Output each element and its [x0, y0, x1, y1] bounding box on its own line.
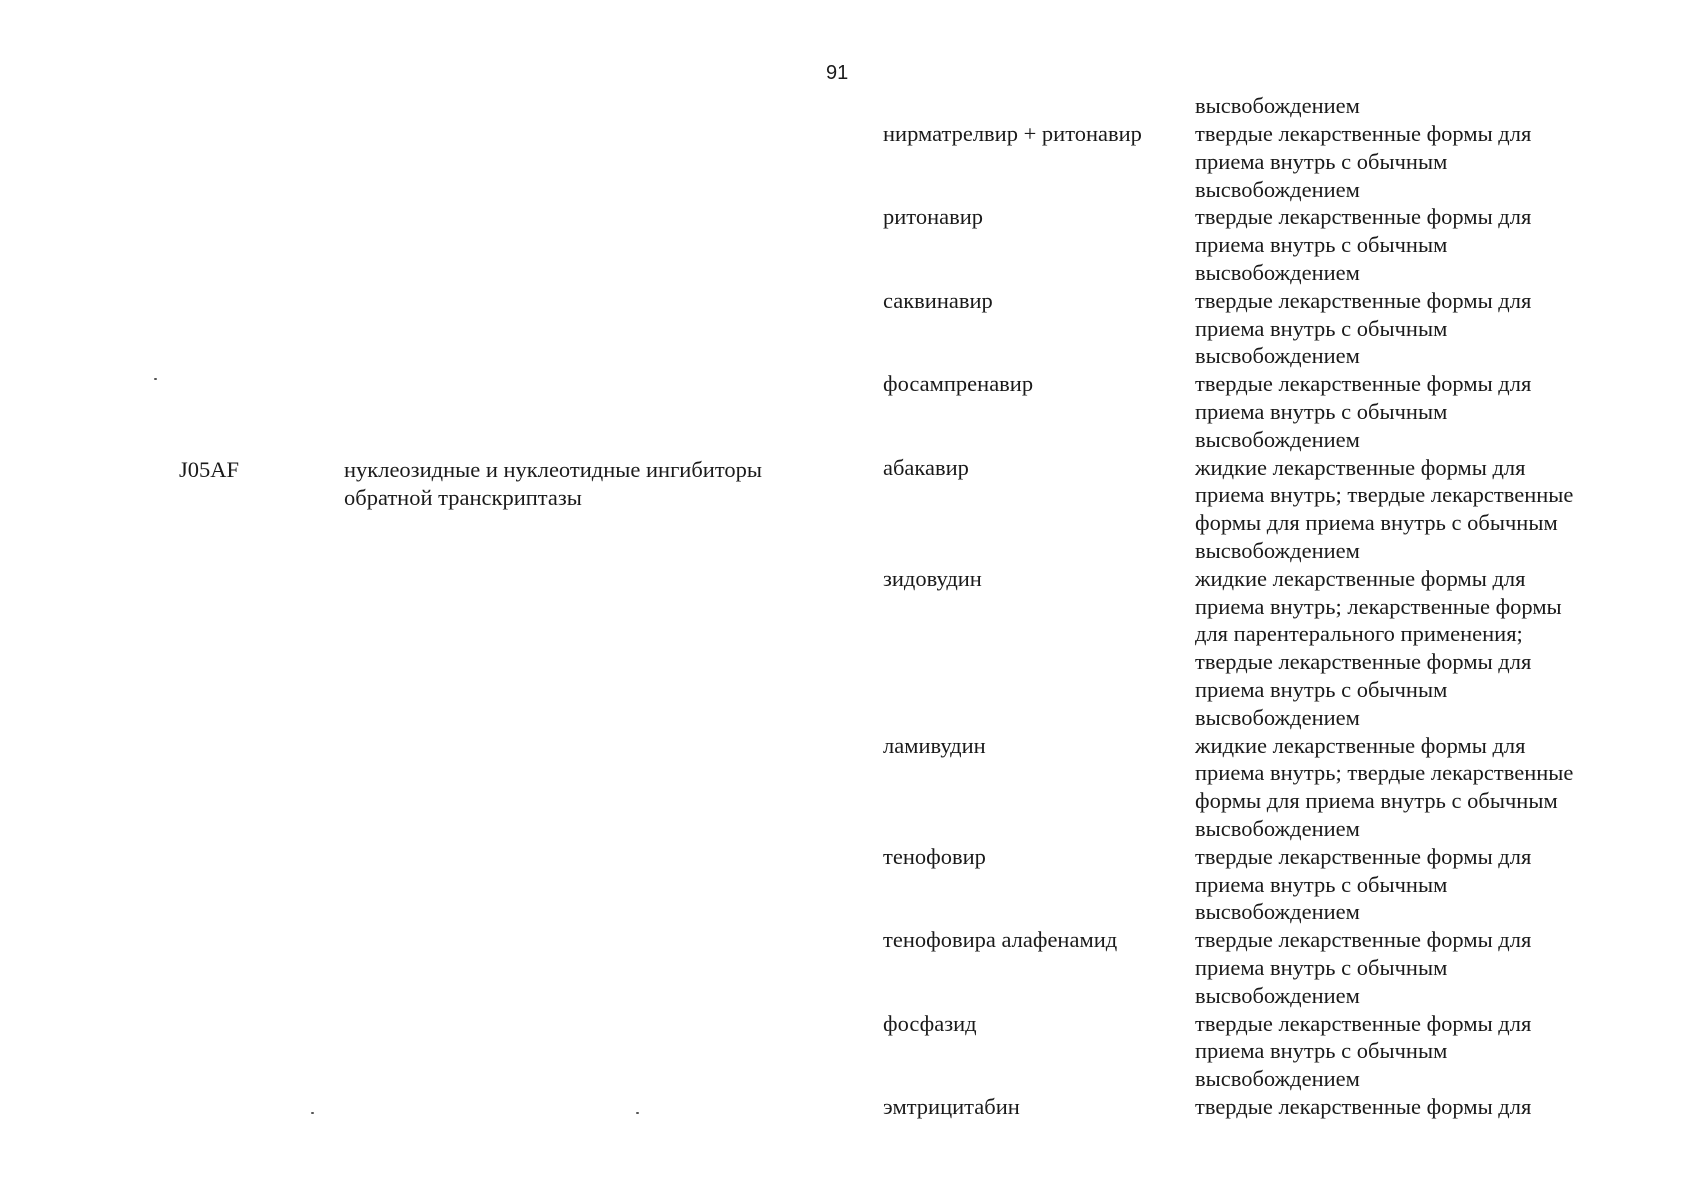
drug-name: абакавир: [883, 454, 969, 480]
dosage-form-line: приема внутрь; твердые лекарственные: [1195, 760, 1574, 786]
dosage-form-line: для парентерального применения;: [1195, 621, 1523, 647]
dosage-form: [1195, 732, 1573, 843]
dosage-form-line: жидкие лекарственные формы для: [1195, 732, 1526, 758]
scan-speck: [154, 378, 157, 380]
drug-name: ламивудин: [883, 732, 986, 758]
dosage-form: [1195, 370, 1531, 453]
dosage-form: [1195, 1093, 1531, 1121]
atc-code: J05AF: [179, 457, 240, 482]
dosage-form-line: высвобождением: [1195, 426, 1360, 452]
dosage-form-line: приема внутрь с обычным: [1195, 398, 1448, 424]
dosage-form-line: высвобождением: [1195, 176, 1360, 202]
dosage-form-line: высвобождением: [1195, 982, 1360, 1008]
dosage-form-line: твердые лекарственные формы для: [1195, 121, 1532, 146]
dosage-form-line: высвобождением: [1195, 815, 1360, 841]
dosage-form-line: высвобождением: [1195, 704, 1360, 730]
page-number: 91: [826, 62, 849, 84]
dosage-form-line: твердые лекарственные формы для: [1195, 649, 1532, 675]
dosage-form-line: приема внутрь с обычным: [1195, 315, 1448, 341]
dosage-form-line: высвобождением: [1195, 1066, 1360, 1092]
dosage-form: [1195, 203, 1531, 286]
dosage-form-line: высвобождением: [1195, 259, 1360, 285]
dosage-form-line: твердые лекарственные формы для: [1195, 371, 1532, 397]
atc-group-line: нуклеозидные и нуклеотидные ингибиторы: [344, 457, 762, 482]
dosage-form-line: формы для приема внутрь с обычным: [1195, 510, 1558, 536]
drug-name: тенофовир: [883, 843, 986, 869]
dosage-form-line: формы для приема внутрь с обычным: [1195, 788, 1558, 814]
drug-name: нирматрелвир + ритонавир: [883, 121, 1142, 146]
dosage-form-line: приема внутрь с обычным: [1195, 871, 1448, 897]
drug-name: фосампренавир: [883, 371, 1034, 397]
dosage-form-line: приема внутрь; твердые лекарственные: [1195, 482, 1574, 508]
dosage-form-line: твердые лекарственные формы для: [1195, 1010, 1532, 1036]
dosage-form-line: приема внутрь с обычным: [1195, 676, 1448, 702]
dosage-form: [1195, 454, 1573, 565]
dosage-form-line: твердые лекарственные формы для: [1195, 927, 1532, 953]
dosage-form: [1195, 287, 1531, 370]
scan-speck: [311, 1112, 314, 1114]
drug-name: саквинавир: [883, 287, 993, 313]
dosage-form-fragment: высвобождением: [1195, 93, 1360, 118]
atc-group-name: [344, 456, 762, 512]
dosage-form-line: приема внутрь с обычным: [1195, 232, 1448, 258]
dosage-form-line: высвобождением: [1195, 343, 1360, 369]
dosage-form: [1195, 120, 1531, 203]
dosage-form-line: приема внутрь с обычным: [1195, 148, 1448, 174]
drug-name: фосфазид: [883, 1010, 977, 1036]
dosage-form-line: приема внутрь с обычным: [1195, 954, 1448, 980]
dosage-form: [1195, 843, 1531, 926]
drug-name: зидовудин: [883, 565, 982, 591]
dosage-form-line: высвобождением: [1195, 537, 1360, 563]
dosage-form-line: твердые лекарственные формы для: [1195, 843, 1532, 869]
dosage-form: [1195, 926, 1531, 1009]
drug-name: эмтрицитабин: [883, 1094, 1020, 1119]
dosage-form-line: приема внутрь; лекарственные формы: [1195, 593, 1562, 619]
atc-group-line: обратной транскриптазы: [344, 484, 582, 510]
dosage-form-line: твердые лекарственные формы для: [1195, 287, 1532, 313]
dosage-form-line: жидкие лекарственные формы для: [1195, 565, 1526, 591]
dosage-form: [1195, 1010, 1531, 1093]
dosage-form-line: высвобождением: [1195, 899, 1360, 925]
dosage-form-line: твердые лекарственные формы для: [1195, 1094, 1532, 1119]
dosage-form-line: жидкие лекарственные формы для: [1195, 454, 1526, 480]
dosage-form-line: приема внутрь с обычным: [1195, 1038, 1448, 1064]
scan-speck: [636, 1112, 639, 1114]
drug-name: ритонавир: [883, 204, 984, 230]
dosage-form: [1195, 565, 1562, 732]
drug-name: тенофовира алафенамид: [883, 927, 1118, 953]
dosage-form-line: твердые лекарственные формы для: [1195, 204, 1532, 230]
